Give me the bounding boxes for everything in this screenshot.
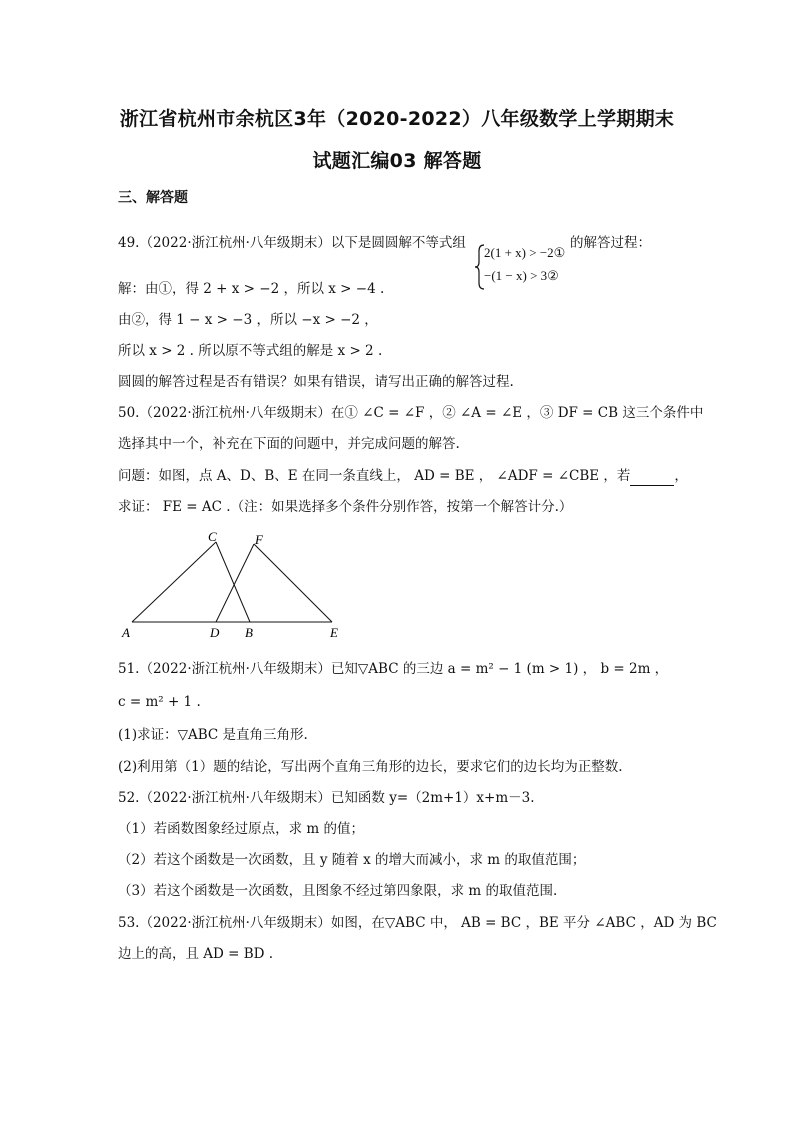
q50-line-3 [118, 466, 688, 486]
q53-line-2: 边上的高，且 AD = BD . [118, 946, 274, 962]
triangle-figure [118, 528, 358, 643]
q49-intro-end: 的解答过程： [570, 235, 651, 251]
q53-line-1: 53.（2022·浙江杭州·八年级期末）如图，在▽ABC 中， AB = BC ，BE 平分 ∠ABC ，AD 为 BC [118, 915, 717, 931]
section-heading: 三、解答题 [118, 190, 188, 206]
inequality-system [474, 243, 574, 291]
label-C: C [208, 529, 217, 544]
q51-line-1: 51.（2022·浙江杭州·八年级期末）已知▽ABC 的三边 a = m² − 1 (m > 1) ， b = 2m ， [118, 661, 669, 677]
q49-solution-2: 由②，得 1 − x > −3 ，所以 −x > −2 ， [118, 312, 378, 328]
title-line-1: 浙江省杭州市余杭区3年（2020-2022）八年级数学上学期期末 [119, 108, 675, 130]
q50-line-3-text: 问题：如图，点 A、D、B、E 在同一条直线上， AD = BE ， ∠ADF = ∠CBE ，若 [118, 468, 631, 484]
q52-part-2: （2）若这个函数是一次函数，且 y 随着 x 的增大而减小，求 m 的取值范围； [118, 852, 586, 868]
q52-part-3: （3）若这个函数是一次函数，且图象不经过第四象限，求 m 的取值范围. [118, 883, 558, 899]
q50-line-3-end: ， [674, 468, 688, 484]
q51-part-1: (1)求证：▽ABC 是直角三角形. [118, 727, 308, 743]
title-line-2: 试题汇编03 解答题 [312, 150, 482, 172]
label-B: B [245, 625, 253, 640]
q49-solution-3: 所以 x > 2 . 所以原不等式组的解是 x > 2 . [118, 343, 383, 359]
label-D: D [210, 625, 220, 640]
inequality-row-1: 2(1 + x) > −2① [484, 245, 566, 260]
q52-line-1: 52.（2022·浙江杭州·八年级期末）已知函数 y=（2m+1）x+m－3. [118, 790, 535, 806]
inequality-row-2: −(1 − x) > 3② [484, 268, 559, 283]
label-E: E [330, 625, 338, 640]
label-F: F [255, 532, 263, 547]
segment-AC [132, 542, 216, 622]
q49-solution-1: 解：由①，得 2 + x > −2 ，所以 x > −4 . [118, 281, 385, 297]
q52-part-1: （1）若函数图象经过原点，求 m 的值； [118, 821, 364, 837]
segment-CB [216, 542, 250, 622]
answer-blank[interactable] [630, 471, 674, 486]
q49-intro: 49.（2022·浙江杭州·八年级期末）以下是圆圆解不等式组 [118, 235, 466, 251]
q51-line-2: c = m² + 1 . [118, 694, 201, 710]
q51-part-2: (2)利用第（1）题的结论，写出两个直角三角形的边长，要求它们的边长均为正整数. [118, 759, 623, 775]
q50-line-2: 选择其中一个，补充在下面的问题中，并完成问题的解答. [118, 436, 460, 452]
segment-FE [254, 544, 332, 622]
q49-question: 圆圆的解答过程是否有错误？如果有错误，请写出正确的解答过程. [118, 374, 514, 390]
q50-line-4: 求证： FE = AC .（注：如果选择多个条件分别作答，按第一个解答计分.） [118, 499, 573, 515]
q50-line-1: 50.（2022·浙江杭州·八年级期末）在① ∠C = ∠F ，② ∠A = ∠E ，③ DF = CB 这三个条件中 [118, 405, 704, 421]
label-A: A [122, 625, 130, 640]
